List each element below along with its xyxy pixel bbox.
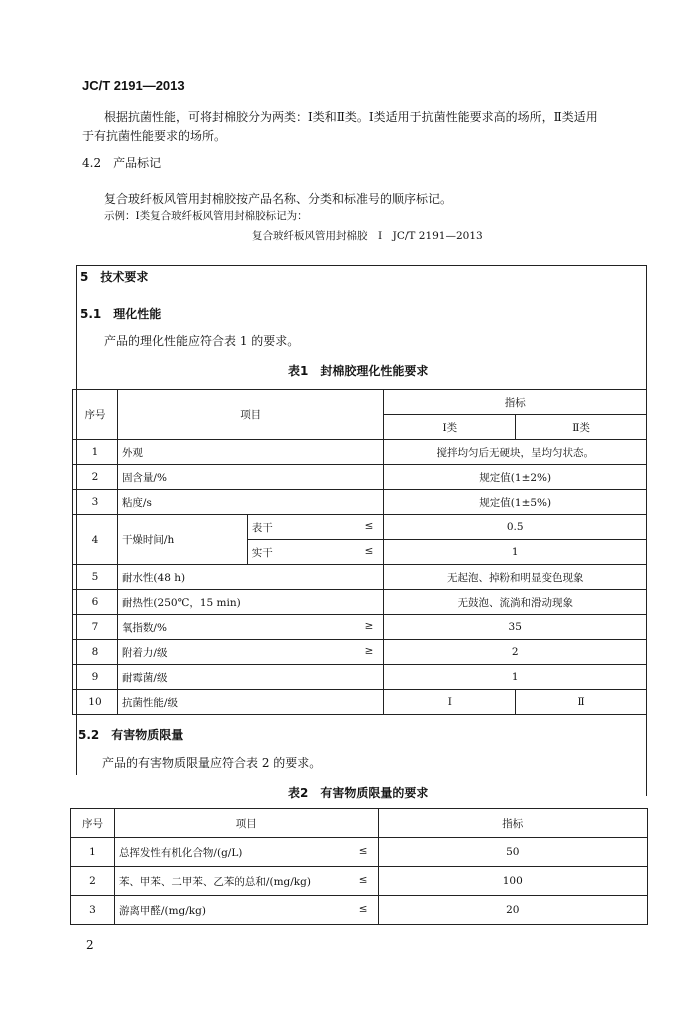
row-value: 100 <box>378 867 648 896</box>
section-5-1-text: 产品的理化性能应符合表 1 的要求。 <box>104 334 300 348</box>
row-subitem <box>247 515 384 540</box>
table1-header-index: 指标 <box>384 390 647 415</box>
table-row <box>73 515 647 540</box>
table-row <box>71 867 648 896</box>
comparison-symbol: ≥ <box>364 644 374 657</box>
table1-header-class2: Ⅱ类 <box>516 415 647 440</box>
row-value: 搅拌均匀后无硬块，呈均匀状态。 <box>384 440 647 465</box>
comparison-symbol: ≤ <box>358 844 368 857</box>
section-5-1-title: 5.1 理化性能 <box>80 307 162 321</box>
comparison-symbol: ≤ <box>358 902 368 915</box>
row-no: 3 <box>73 490 118 515</box>
table1-header-class1: Ⅰ类 <box>384 415 516 440</box>
row-item <box>117 615 384 640</box>
row-value: 1 <box>384 540 647 565</box>
row-value: 0.5 <box>384 515 647 540</box>
table2-caption: 表2 有害物质限量的要求 <box>288 786 429 800</box>
table-row <box>73 590 647 615</box>
classification-text-line1: 根据抗菌性能，可将封棉胶分为两类：Ⅰ类和Ⅱ类。Ⅰ类适用于抗菌性能要求高的场所，Ⅱ类适用 <box>104 110 598 124</box>
row-no: 10 <box>73 690 118 715</box>
comparison-symbol: ≤ <box>364 544 374 557</box>
standard-header: JC/T 2191—2013 <box>82 78 185 93</box>
row-value: 规定值(1±5%) <box>384 490 647 515</box>
table1-header-no: 序号 <box>73 390 118 440</box>
row-item: 抗菌性能/级 <box>117 690 384 715</box>
row-value: 35 <box>384 615 647 640</box>
table-row <box>73 440 647 465</box>
comparison-symbol: ≤ <box>358 873 368 886</box>
row-no: 1 <box>71 838 115 867</box>
row-no: 5 <box>73 565 118 590</box>
item-label: 附着力/级 <box>121 646 168 659</box>
item-label: 苯、甲苯、二甲苯、乙苯的总和/(mg/kg) <box>118 875 311 888</box>
item-label: 游离甲醛/(mg/kg) <box>118 904 206 917</box>
row-item: 外观 <box>117 440 384 465</box>
row-no: 7 <box>73 615 118 640</box>
comparison-symbol: ≥ <box>364 619 374 632</box>
marking-example-label: 示例：Ⅰ类复合玻纤板风管用封棉胶标记为： <box>104 210 308 222</box>
row-no: 2 <box>73 465 118 490</box>
section-4-2-title: 4.2 产品标记 <box>82 156 162 170</box>
row-item <box>114 896 378 925</box>
row-value: 2 <box>384 640 647 665</box>
item-label: 总挥发性有机化合物/(g/L) <box>118 846 243 859</box>
row-item: 干燥时间/h <box>117 515 247 565</box>
comparison-symbol: ≤ <box>364 519 374 532</box>
table1-caption: 表1 封棉胶理化性能要求 <box>288 364 429 378</box>
row-item: 粘度/s <box>117 490 384 515</box>
row-value: 无鼓泡、流淌和滑动现象 <box>384 590 647 615</box>
row-item: 耐霉菌/级 <box>117 665 384 690</box>
page-number: 2 <box>86 938 94 952</box>
table-row <box>71 896 648 925</box>
row-item <box>114 867 378 896</box>
row-item: 固含量/% <box>117 465 384 490</box>
row-no: 2 <box>71 867 115 896</box>
row-no: 8 <box>73 640 118 665</box>
marking-example: 复合玻纤板风管用封棉胶 Ⅰ JC/T 2191—2013 <box>252 230 483 242</box>
row-value: 1 <box>384 665 647 690</box>
subitem-label: 表干 <box>251 521 273 534</box>
row-no: 3 <box>71 896 115 925</box>
row-value: 50 <box>378 838 648 867</box>
row-no: 4 <box>73 515 118 565</box>
row-item <box>114 838 378 867</box>
table-row <box>73 490 647 515</box>
section-5-title: 5 技术要求 <box>80 270 149 284</box>
row-item: 耐热性(250℃，15 min) <box>117 590 384 615</box>
classification-text-line2: 于有抗菌性能要求的场所。 <box>82 129 227 143</box>
row-item: 耐水性(48 h) <box>117 565 384 590</box>
row-value-class1: Ⅰ <box>384 690 516 715</box>
table-row <box>71 838 648 867</box>
row-item <box>117 640 384 665</box>
subitem-label: 实干 <box>251 546 273 559</box>
table1 <box>72 389 647 715</box>
table-row <box>73 615 647 640</box>
marking-rule-text: 复合玻纤板风管用封棉胶按产品名称、分类和标准号的顺序标记。 <box>104 192 453 206</box>
row-value-class2: Ⅱ <box>516 690 647 715</box>
table-row <box>73 565 647 590</box>
table-row <box>73 690 647 715</box>
row-subitem <box>247 540 384 565</box>
row-value: 规定值(1±2%) <box>384 465 647 490</box>
table2 <box>70 808 648 925</box>
table-row <box>73 465 647 490</box>
table-row <box>73 640 647 665</box>
row-value: 无起泡、掉粉和明显变色现象 <box>384 565 647 590</box>
section-5-2-title: 5.2 有害物质限量 <box>78 728 184 742</box>
table1-header-item: 项目 <box>117 390 384 440</box>
table-row <box>73 665 647 690</box>
row-no: 9 <box>73 665 118 690</box>
row-no: 6 <box>73 590 118 615</box>
section-5-2-text: 产品的有害物质限量应符合表 2 的要求。 <box>102 756 322 770</box>
table2-header-item: 项目 <box>114 809 378 838</box>
item-label: 氧指数/% <box>121 621 167 634</box>
table2-header-no: 序号 <box>71 809 115 838</box>
table2-header-index: 指标 <box>378 809 648 838</box>
row-no: 1 <box>73 440 118 465</box>
row-value: 20 <box>378 896 648 925</box>
